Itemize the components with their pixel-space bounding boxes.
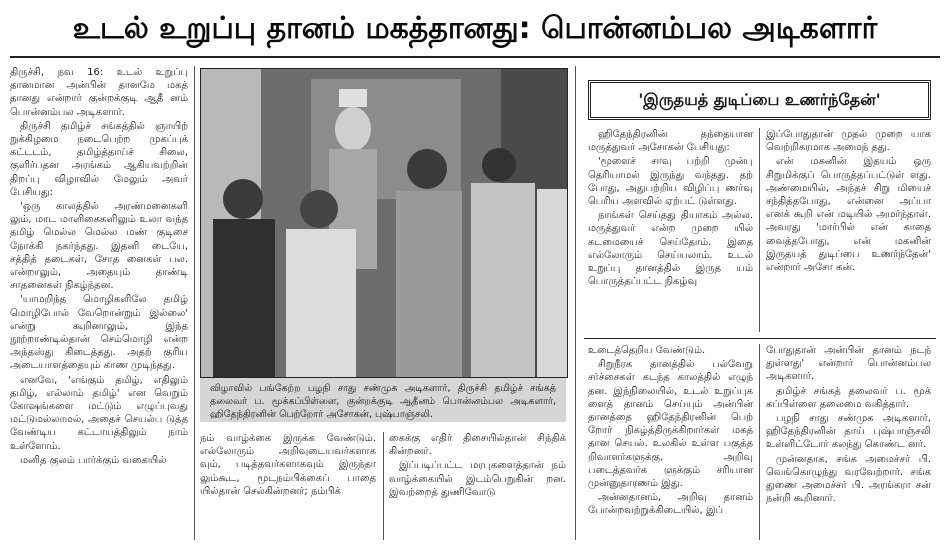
paragraph: உடைத்தெறிய வேண்டும். [588, 345, 706, 356]
sidebar-column-1 [588, 128, 753, 336]
paragraph: 'யாமறிந்த மொழிகளிலே தமிழ் மொழிபோல் வேறொன்றும் இல்லை' என்று கூறினாலும், இந்த நூற்றாண்டில்தான் செம்மொழி என்ற அந்தஸ்து கிடைத்தது. அதற் குரிய அடையாளத்தையும் காண முடிந்தது. [10, 294, 188, 372]
paragraph: 'ஒரு காலத்தில் அரண்மனைகளி லும், மாட மாளிகைகளிலும் உலா வந்த தமிழ் மெல்ல மெல்ல மண் குடிசை நோக்கி நகர்ந்தது. இதனி டையே, சத்தித் தடைகள், சோத னைகள் பல. என்றாலும், அதையும் தாண்டி சாதனைகள் நிகழ்ந்தன. [10, 201, 188, 292]
paragraph: கைக்கு எதிர் திசையில்தான் சிந்திக் கின்றனர். [389, 433, 566, 458]
paragraph: நம் வாழ்க்கை இருக்க வேண்டும். எல்லோரும் அறிவுடையவர்களாக வும், படித்தவர்களாகவும் இருந்தா லும்கூட, மூடநம்பிக்கைப் பாதை யில்தான் செல்கின்றனர்; நம்பிக் [200, 433, 376, 497]
column-divider [194, 66, 195, 540]
paragraph: அன்னதானம், அறிவு தானம் போன்றவற்றுக்கிடையில், இப் [588, 492, 753, 517]
article-column-1 [10, 66, 188, 544]
paragraph: ஹிதேந்திரனின் தந்தையான மருத்துவர் அசோகன் பேசியது: [588, 129, 753, 154]
paragraph: மனித குலம் பார்க்கும் வகையில் [20, 454, 167, 466]
paragraph: திருச்சி, நவ 16: உடல் உறுப்பு தானமான அன்பின் தானமே மகத் தானது என்றார் குன்றக்குடி ஆதீ னம் பொன்னம்பல அடிகளார். [10, 67, 188, 118]
paragraph: போதுதான் அன்பின் தானம் நடந் துள்ளது' என்றார் பொன்னம்பல அடிகளார். [766, 345, 931, 383]
column-divider [759, 128, 760, 332]
paragraph: நாங்கள் செய்தது தியாகம் அல்ல. மருத்துவர் என்ற முறை யில் கடமையைச் செய்தோம். இதை எல்லோரும் செய்யலாம். உடல் உறுப்பு தானத்தில் இருத யம் பொருத்தப்பட்ட நிகழ்வு [588, 210, 753, 288]
news-photo [200, 68, 568, 378]
column-divider [759, 344, 760, 540]
photo-illustration [201, 69, 567, 377]
paragraph: இப்போதுதான் முதல் முறை யாக வெற்றிகரமாக அமைந் தது. [766, 129, 931, 154]
headline-rule [10, 56, 940, 58]
paragraph: 'மூளைச் சாவு பற்றி முன்பு தெரியாமல் இருந்து வந்தது. தற் போது, அதுபற்றிய விழிப்பு ணர்வு பெரிய அளவில் ஏற்பட் டுள்ளது. [588, 156, 753, 208]
paragraph: எனவே, 'எங்கும் தமிழ், எதிலும் தமிழ், எல்லாம் தமிழ்' என வெறும் கோஷங்களை மட்டும் எழுப்புவது மட்டுமல்லாமல், அதைச் செயல்ப டுத்த வேண்டிய கட்டாயத்திலும் நாம் உள்ளோம். [10, 374, 188, 452]
sidebar-bottom-rule [584, 338, 936, 339]
paragraph: திருச்சி தமிழ்ச் சங்கத்தில் ஞாயிற் றுக்கிழமை நடைபெற்ற முகப்புக் கட்டடம், தமிழ்த்தாய்ச் சிலை, குளிர்பதன அரங்கம் ஆகியவற்றின் திறப்பு விழாவில் மேலும் அவர் பேசியது: [10, 120, 188, 198]
article-column-3 [389, 432, 566, 544]
photo-caption: விழாவில் பங்கேற்ற பழநி சாது சண்முக அடிகளார், திருச்சி தமிழ்ச் சங்கத் தலைவர் ப. மூக்கப்பிள்ளை, குன்றக்குடி ஆதீனம் பொன்னம்பல அடிகளார், ஹிதேந்திரனின் பெற்றோர் அசோகன், புஷ்பாஞ்சலி. [200, 378, 566, 422]
paragraph: சிறுநீரக தானத்தில் பல்வேறு சர்ச்சைகள் கடந்த காலத்தில் எழுந் தன. இந்நிலையில், உடல் உறுப்புக ளைத் தானம் செய்யும் அன்பின் தானத்தை ஹிதேந்திரனின் பெற் றோர் நிகழ்த்திருக்கிறார்கள் மகத் தான செயல். உலகில் உள்ள பகுத்த றிவாளர்களுக்கு, அறிவு படைத்தவர்க ளுக்கும் சரியான முன்னுதாரணம் இது. [588, 359, 753, 490]
paragraph: தமிழ்ச் சங்கத் தலைவர் ப. மூக் கப்பிள்ளை தலைமை வகித்தார். [766, 385, 931, 410]
article-column-2 [200, 432, 376, 544]
column-divider [575, 66, 576, 540]
paragraph: இப்படிப்பட்ட மரபுகளைத்தான் நம் வாழ்க்கையில் இடம்பெறுகின் றன. இவற்றைத் துணிவோடு [389, 460, 566, 498]
sidebar-column-2 [766, 128, 931, 336]
headline: உடல் உறுப்பு தானம் மகத்தானது: பொன்னம்பல அடிகளார் [72, 11, 878, 46]
article-column-5 [766, 344, 931, 544]
paragraph: என் மகனின் இதயம் ஒரு சிறுமிக்குப் பொருத்தப்பட்டுள் ளது. அண்மையில், அந்தச் சிறு மியைச் சந்தித்தபோது, என்னை அப்பா எனக் கூறி என் மடியில் அமர்ந்தாள். அவரது 'மார்பில் என் காதை வைத்தபோது, என் மகனின் இருதயத் துடிப்பை உணர்ந்தேன்' என்றார் அசோ கன். [766, 156, 931, 274]
paragraph: பழநி சாது சண்முக அடிகளார், ஹிதேந்திரனின் தாய் புஷ்பாஞ்சலி உள்ளிட்டோர் கலந்து கொண்ட னர். [766, 413, 931, 451]
column-divider [383, 432, 384, 540]
article-column-4 [588, 344, 753, 544]
sidebar-heading: 'இருதயத் துடிப்பை உணர்ந்தேன்' [588, 80, 931, 120]
paragraph: முன்னதாக, சங்க அமைச்சர் பி. வெங்கொழுந்து வரவேற்றார். சங்க துணை அமைச்சர் பி. அரங்கரா சன் நன்றி கூறினார். [766, 453, 931, 505]
